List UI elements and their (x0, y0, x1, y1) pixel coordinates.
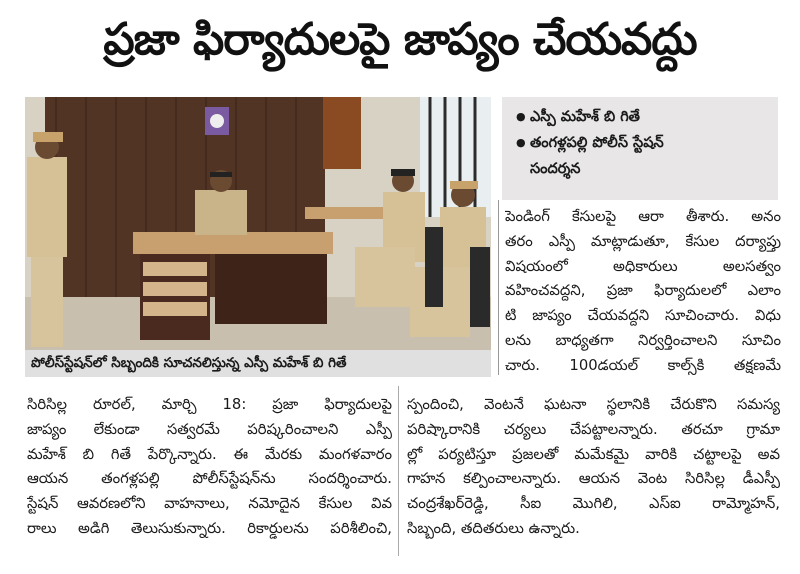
text-line: తరం ఎస్పీ మాట్లాడుతూ, కేసుల దర్యాప్తు (505, 232, 781, 250)
text-line: వహించవద్దని, ప్రజా ఫిర్యాదులలో ఎలాం (505, 282, 781, 300)
text-line: చంద్రశేఖర్‌రెడ్డి, సీఐ మొగిలి, ఎస్‌ఐ రామ్మోహన్‌, (407, 495, 780, 513)
column-divider (398, 386, 399, 556)
text-line: విషయంలో అధికారులు అలసత్వం (505, 257, 781, 275)
text-line: సిరిసిల్ల రూరల్‌, మార్చి 18: ప్రజా ఫిర్యాదులపై (27, 396, 392, 413)
text-line: సిబ్బంది, తదితరులు ఉన్నారు. (407, 519, 580, 537)
highlight-item: ● తంగళ్లపల్లి పోలీస్‌ స్టేషన్‌ (516, 130, 770, 156)
text-line: లను బాధ్యతగా నిర్వర్తించాలని సూచిం (505, 331, 781, 349)
text-line: పరిష్కారానికి చర్యలు చేపట్టాలన్నారు. తరచూ గ్రామా (407, 420, 780, 438)
text-line: జాప్యం లేకుండా సత్వరమే పరిష్కరించాలని ఎస్పీ (27, 420, 392, 438)
text-line: టి జాప్యం చేయవద్దని సూచించారు. విధు (505, 307, 781, 325)
text-line: మహేశ్‌ బి గితే పేర్కొన్నారు. ఈ మేరకు మంగళవారం (27, 445, 392, 463)
column-divider (498, 200, 499, 375)
text-line: పెండింగ్‌ కేసులపై ఆరా తీశారు. అనం (505, 208, 781, 225)
article-column-right (505, 205, 781, 379)
text-line: ఆయన తంగళ్లపల్లి పోలీస్‌స్టేషన్‌ను సందర్శించారు. (27, 470, 392, 488)
article-column-left (27, 393, 392, 542)
text-line: చారు. 100డయల్‌ కాల్స్‌కి తక్షణమే (505, 356, 781, 374)
text-line: గాహన కల్పించాలన్నారు. ఆయన వెంట సిరిసిల్ల డీఎస్పీ (407, 470, 780, 488)
highlight-item: సందర్శన (530, 161, 581, 177)
highlight-item: ● ఎస్పీ మహేశ్‌ బి గితే (516, 104, 770, 130)
highlights-box (502, 97, 778, 200)
text-line: స్పందించి, వెంటనే ఘటనా స్థలానికి చేరుకొని సమస్య (407, 396, 780, 413)
text-line: ల్లో పర్యటిస్తూ ప్రజలతో మమేకమై వారికి చట్టాలపై అవ (407, 445, 780, 463)
text-line: స్టేషన్‌ ఆవరణలోని వాహనాలు, నమోదైన కేసుల వివ (27, 495, 392, 513)
text-line: రాలు అడిగి తెలుసుకున్నారు. రికార్డులను పరిశీలించి, (27, 519, 392, 537)
photo-caption: పోలీస్‌స్టేషన్‌లో సిబ్బందికి సూచనలిస్తున్న ఎస్పీ మహేశ్‌ బి గితే (25, 350, 491, 377)
article-column-middle (407, 393, 780, 542)
news-photo (25, 97, 491, 350)
headline: ప్రజా ఫిర్యాదులపై జాప్యం చేయవద్దు (103, 14, 697, 65)
